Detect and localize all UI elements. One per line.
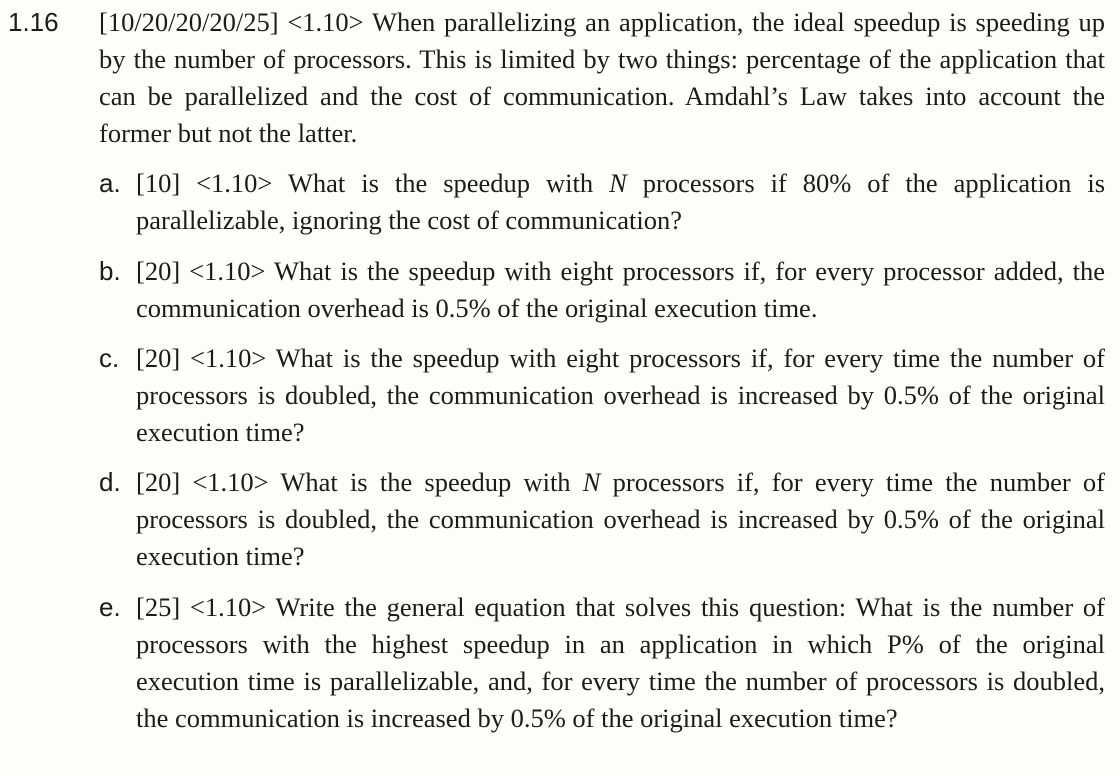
part-a — [99, 165, 1105, 239]
part-b — [99, 253, 1105, 327]
problem-header: [10/20/20/20/25] <1.10> — [99, 7, 364, 37]
part-text: [20] <1.10> What is the speedup with N processors if, for every time the number of processors is doubled, the communication overhead is increased by 0.5% of the original execution time? — [136, 467, 1105, 571]
part-text: [25] <1.10> Write the general equation that solves this question: What is the number of processors with the highest speedup in an application in which P% of the original execution time is parallelizable, and, for every time the number of processors is doubled, the communication is increased by 0.5% of the original execution time? — [136, 592, 1105, 733]
part-d — [99, 464, 1105, 575]
part-letter: b. — [99, 256, 121, 286]
variable-n: N — [582, 467, 601, 497]
part-tag: [25] <1.10> — [136, 592, 267, 622]
part-e — [99, 589, 1105, 737]
problem-intro-text: When parallelizing an application, the ideal speedup is speeding up by the number of processors. This is limited by two things: percentage of the application that can be parallelized and the cost of communication. Amdahl’s Law takes into account the former but not the latter. — [99, 7, 1105, 148]
part-letter: d. — [99, 467, 121, 497]
part-letter: a. — [99, 168, 121, 198]
part-text: [20] <1.10> What is the speedup with eight processors if, for every time the number of processors is doubled, the communication overhead is increased by 0.5% of the original execution time? — [136, 343, 1105, 447]
part-text: [10] <1.10> What is the speedup with N processors if 80% of the application is parallelizable, ignoring the cost of communication? — [136, 168, 1106, 235]
part-tag: [20] <1.10> — [136, 343, 267, 373]
problem-number: 1.16 — [8, 7, 59, 37]
part-tag: [20] <1.10> — [136, 467, 269, 497]
problem-intro — [99, 4, 1105, 152]
part-letter: c. — [99, 343, 120, 373]
part-text: [20] <1.10> What is the speedup with eight processors if, for every processor added, the communication overhead is 0.5% of the original execution time. — [136, 256, 1105, 323]
part-tag: [20] <1.10> — [136, 256, 266, 286]
part-tag: [10] <1.10> — [136, 168, 273, 198]
variable-n: N — [609, 168, 627, 198]
part-c — [99, 340, 1105, 451]
part-letter: e. — [99, 592, 121, 622]
